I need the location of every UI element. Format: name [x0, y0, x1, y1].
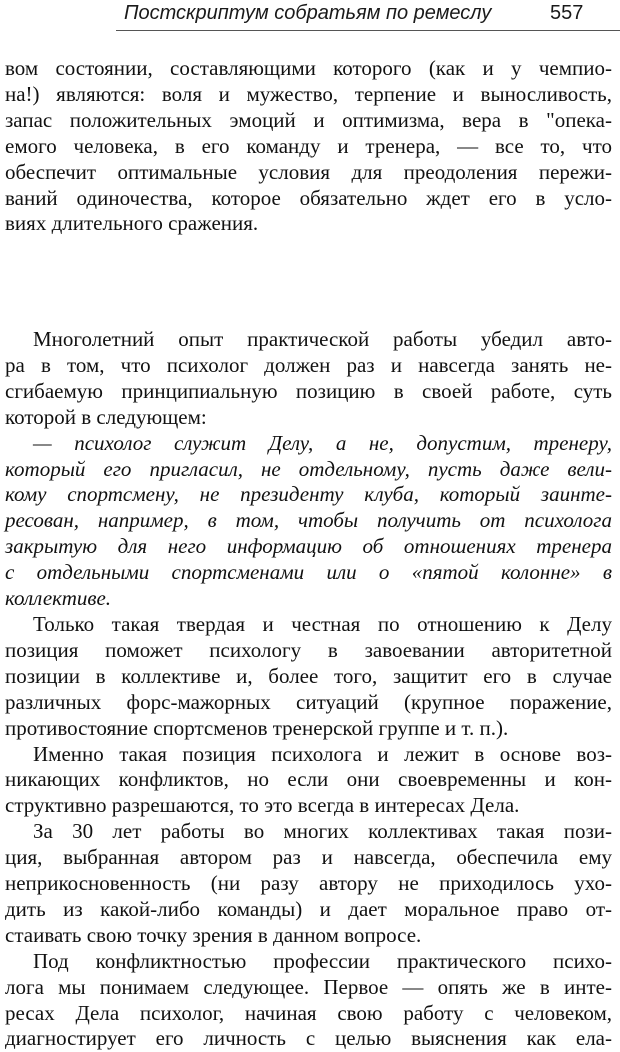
text-line: лога мы понимаем следующее. Первое — опять же в инте-	[5, 974, 612, 999]
text-line: различных форс-мажорных ситуаций (крупное поражение,	[5, 689, 612, 714]
text-line: дить из какой-либо команды) и дает моральное право от-	[5, 896, 612, 921]
text-line: диагностирует его личность с целью выяснения как ела-	[5, 1026, 612, 1051]
page-number: 557	[550, 2, 584, 24]
text-line: Под конфликтностью профессии практического психо-	[33, 948, 612, 973]
text-line: Только такая твердая и честная по отношению к Делу	[33, 611, 612, 636]
text-line: позиции в коллективе и, более того, защитит его в случае	[5, 663, 612, 688]
text-line: неприкосновенность (ни разу автору не приходилось ухо-	[5, 871, 612, 896]
text-line: сгибаемую принципиальную позицию в своей работе, суть	[5, 378, 612, 403]
paragraph-1	[5, 56, 612, 237]
text-line: запас положительных эмоций и оптимизма, вера в "опека-	[5, 107, 612, 132]
text-line: противостояние спортсменов тренерской группе и т. п.).	[5, 715, 509, 740]
paragraph-7	[5, 949, 612, 1052]
text-line: на!) являются: воля и мужество, терпение и выносливость,	[5, 81, 612, 106]
text-line: структивно разрешаются, то это всегда в интересах Дела.	[5, 793, 520, 818]
paragraph-2	[5, 327, 612, 431]
text-line: позиция поможет психологу в завоевании авторитетной	[5, 637, 612, 662]
text-line: ресован, например, в том, чтобы получить от психолога	[5, 508, 612, 533]
text-line: стаивать свою точку зрения в данном вопросе.	[5, 922, 422, 947]
text-line: кому спортсмену, не президенту клуба, который заинте-	[5, 482, 612, 507]
text-line: вом состоянии, составляющими которого (как и у чемпио-	[5, 56, 612, 80]
text-line: Многолетний опыт практической работы убедил авто-	[33, 327, 612, 351]
text-line: который его пригласил, не отдельному, пусть даже вели-	[5, 456, 612, 481]
text-line: коллективе.	[5, 586, 112, 611]
text-line: — психолог служит Делу, а не, допустим, тренеру,	[33, 430, 612, 455]
text-line: ция, выбранная автором раз и навсегда, обеспечила ему	[5, 845, 612, 870]
text-line: которой в следующем:	[5, 404, 207, 429]
paragraph-3-italic	[5, 431, 612, 612]
page-header	[0, 0, 620, 38]
header-rule	[116, 30, 620, 31]
paragraph-6	[5, 819, 612, 949]
text-line: емого человека, в его команду и тренера, — все то, что	[5, 133, 612, 158]
text-line: обеспечит оптимальные условия для преодоления пережи-	[5, 159, 612, 184]
text-block-main	[5, 327, 612, 1052]
running-title: Постскриптум собратьям по ремеслу	[124, 2, 492, 24]
paragraph-5	[5, 742, 612, 820]
text-line: За 30 лет работы во многих коллективах такая пози-	[33, 819, 612, 844]
text-line: виях длительного сражения.	[5, 211, 259, 236]
text-line: ра в том, что психолог должен раз и навсегда занять не-	[5, 352, 612, 377]
text-line: закрытую для него информацию об отношениях тренера	[5, 534, 612, 559]
text-line: ваний одиночества, которое обязательно ждет его в усло-	[5, 185, 612, 210]
text-block-top	[5, 56, 612, 237]
text-line: с отдельными спортсменами или о «пятой колонне» в	[5, 560, 612, 585]
paragraph-4	[5, 612, 612, 742]
text-line: Именно такая позиция психолога и лежит в основе воз-	[33, 741, 612, 766]
text-line: никающих конфликтов, но если они своевременны и кон-	[5, 767, 612, 792]
text-line: ресах Дела психолог, начиная свою работу с человеком,	[5, 1000, 612, 1025]
